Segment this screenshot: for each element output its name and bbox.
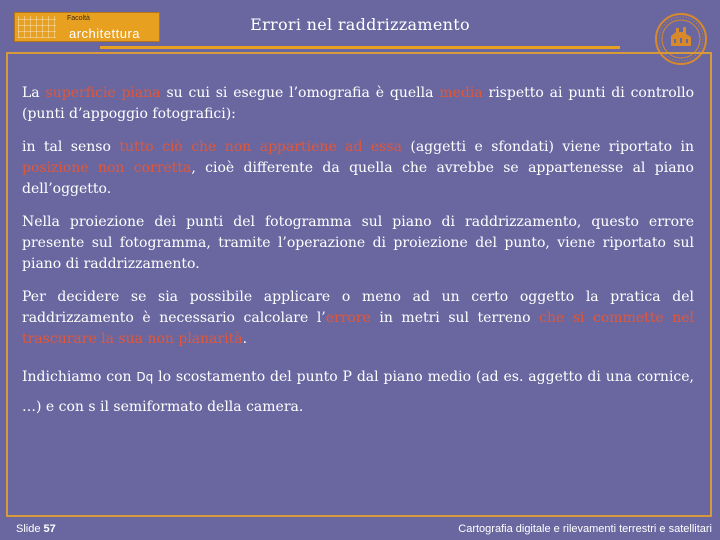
logo-grid-icon [18, 16, 56, 38]
p2-text: in tal senso [22, 139, 120, 155]
p4-text: in metri sul terreno [370, 310, 540, 326]
p5-text: lo scostamento del punto P dal piano medio (ad es. aggetto di una cornice, …) e con s il semiformato della camera. [22, 369, 695, 415]
slide-number-value: 57 [43, 523, 56, 535]
logo-facolta-text: Facoltà [67, 15, 90, 22]
logo-architettura-text: architettura [69, 26, 141, 41]
p4-highlight-errore: errore [325, 310, 371, 326]
p2-highlight-posizione: posizione non corretta [22, 160, 192, 176]
paragraph-4 [22, 287, 694, 350]
p4-highlight-planarita: che si commette nel trascurare la sua non planarità [22, 310, 694, 347]
p1-highlight-media: media [439, 85, 483, 101]
p3-text: Nella proiezione dei punti del fotogramma sul piano di raddrizzamento, questo errore presente sul fotogramma, tramite l’operazione di proiezione del punto, viene riportato sul piano di raddrizzamento. [22, 214, 694, 272]
paragraph-3 [22, 212, 694, 275]
slide-title: Errori nel raddrizzamento [250, 15, 470, 34]
p5-text: Indichiamo con [22, 369, 137, 385]
paragraph-5 [22, 362, 694, 422]
slide-number [16, 523, 56, 535]
slide-body [22, 83, 694, 434]
slide-label: Slide [16, 523, 44, 535]
p2-highlight-non-appartiene: tutto ciò che non appartiene ad essa [119, 139, 402, 155]
paragraph-2 [22, 137, 694, 200]
p4-text: . [242, 331, 248, 347]
p1-text: su cui si esegue l’omografia è quella [160, 85, 440, 101]
p1-text: rispetto ai punti di controllo (punti d’appoggio fotografici): [22, 85, 695, 122]
p2-text: (aggetti e sfondati) viene riportato in [401, 139, 694, 155]
paragraph-1 [22, 83, 694, 125]
p1-text: La [22, 85, 46, 101]
title-underline [100, 46, 620, 49]
p1-highlight-superficie: superficie piana [45, 85, 161, 101]
p4-text: Per decidere se sia possibile applicare o meno ad un certo oggetto la pratica del raddrizzamento è necessario calcolare l’ [22, 289, 694, 326]
p5-symbol-dq: Dq [136, 370, 154, 384]
course-title: Cartografia digitale e rilevamenti terrestri e satellitari [458, 523, 712, 535]
p2-text: , cioè differente da quella che avrebbe se appartenesse al piano dell’oggetto. [22, 160, 694, 197]
